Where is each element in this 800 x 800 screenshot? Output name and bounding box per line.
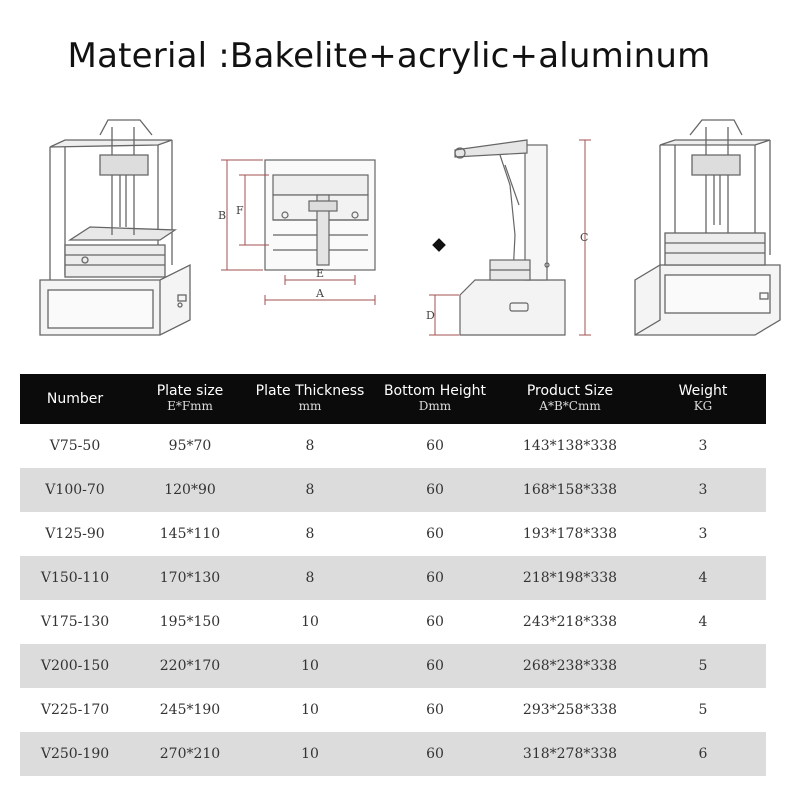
header-plate-size: Plate size E*Fmm — [156, 383, 224, 413]
cell-product-size: 218*198*338 — [522, 570, 618, 586]
table-row — [20, 688, 766, 732]
product-diagrams — [0, 105, 800, 360]
cell-plate-size: 245*190 — [159, 702, 221, 718]
cell-plate-size: 95*70 — [168, 438, 212, 454]
table-row — [20, 600, 766, 644]
cell-weight: 3 — [698, 438, 708, 454]
cell-plate-size: 170*130 — [159, 570, 221, 586]
front-view-diagram — [205, 145, 405, 325]
cell-weight: 3 — [698, 482, 708, 498]
cell-weight: 4 — [698, 570, 708, 586]
dim-label-c: C — [580, 231, 589, 244]
cell-bottom-height: 60 — [426, 482, 444, 498]
cell-plate-size: 195*150 — [159, 614, 221, 630]
cell-number: V125-90 — [45, 526, 105, 542]
cell-number: V250-190 — [40, 746, 110, 762]
table-header-row — [20, 374, 766, 424]
cell-bottom-height: 60 — [426, 438, 444, 454]
table-row — [20, 468, 766, 512]
cell-product-size: 268*238*338 — [522, 658, 618, 674]
header-plate-thickness: Plate Thickness mm — [255, 383, 365, 413]
header-number: Number — [46, 390, 104, 407]
dim-label-a: A — [316, 287, 324, 300]
dim-label-f: F — [236, 204, 244, 217]
header-weight: Weight KG — [678, 383, 728, 413]
cell-product-size: 193*178*338 — [522, 526, 618, 542]
table-row — [20, 732, 766, 776]
cell-number: V225-170 — [40, 702, 110, 718]
cell-plate-thickness: 10 — [301, 746, 319, 762]
cell-product-size: 318*278*338 — [522, 746, 618, 762]
cell-weight: 5 — [698, 702, 708, 718]
cell-product-size: 243*218*338 — [522, 614, 618, 630]
table-row — [20, 424, 766, 468]
header-bottom-height: Bottom Height Dmm — [383, 383, 487, 413]
cell-number: V75-50 — [49, 438, 101, 454]
table-row — [20, 556, 766, 600]
cell-plate-size: 120*90 — [164, 482, 216, 498]
dim-label-b: B — [218, 209, 227, 222]
page-title: Material :Bakelite+acrylic+aluminum — [67, 36, 711, 76]
cell-plate-thickness: 8 — [305, 438, 315, 454]
cell-bottom-height: 60 — [426, 570, 444, 586]
cell-bottom-height: 60 — [426, 658, 444, 674]
cell-number: V200-150 — [40, 658, 110, 674]
side-view-diagram — [415, 125, 605, 350]
cell-number: V175-130 — [40, 614, 110, 630]
cell-plate-thickness: 10 — [301, 658, 319, 674]
cell-plate-thickness: 8 — [305, 526, 315, 542]
cell-bottom-height: 60 — [426, 526, 444, 542]
cell-weight: 5 — [698, 658, 708, 674]
cell-weight: 4 — [698, 614, 708, 630]
cell-plate-size: 270*210 — [159, 746, 221, 762]
cell-plate-thickness: 10 — [301, 702, 319, 718]
press-illustration-right — [630, 115, 790, 345]
cell-plate-size: 145*110 — [159, 526, 221, 542]
header-product-size: Product Size A*B*Cmm — [526, 383, 614, 413]
cell-product-size: 168*158*338 — [522, 482, 618, 498]
cell-product-size: 293*258*338 — [522, 702, 618, 718]
press-illustration-left — [30, 115, 200, 345]
cell-weight: 3 — [698, 526, 708, 542]
table-row — [20, 644, 766, 688]
cell-product-size: 143*138*338 — [522, 438, 618, 454]
cell-number: V100-70 — [45, 482, 105, 498]
dim-label-e: E — [316, 267, 325, 280]
cell-bottom-height: 60 — [426, 702, 444, 718]
cell-number: V150-110 — [40, 570, 110, 586]
cell-plate-size: 220*170 — [159, 658, 221, 674]
cell-weight: 6 — [698, 746, 708, 762]
table-row — [20, 512, 766, 556]
cell-plate-thickness: 8 — [305, 570, 315, 586]
specifications-table — [20, 374, 766, 776]
cell-plate-thickness: 10 — [301, 614, 319, 630]
dim-label-d: D — [426, 309, 435, 322]
cell-bottom-height: 60 — [426, 614, 444, 630]
cell-bottom-height: 60 — [426, 746, 444, 762]
cell-plate-thickness: 8 — [305, 482, 315, 498]
